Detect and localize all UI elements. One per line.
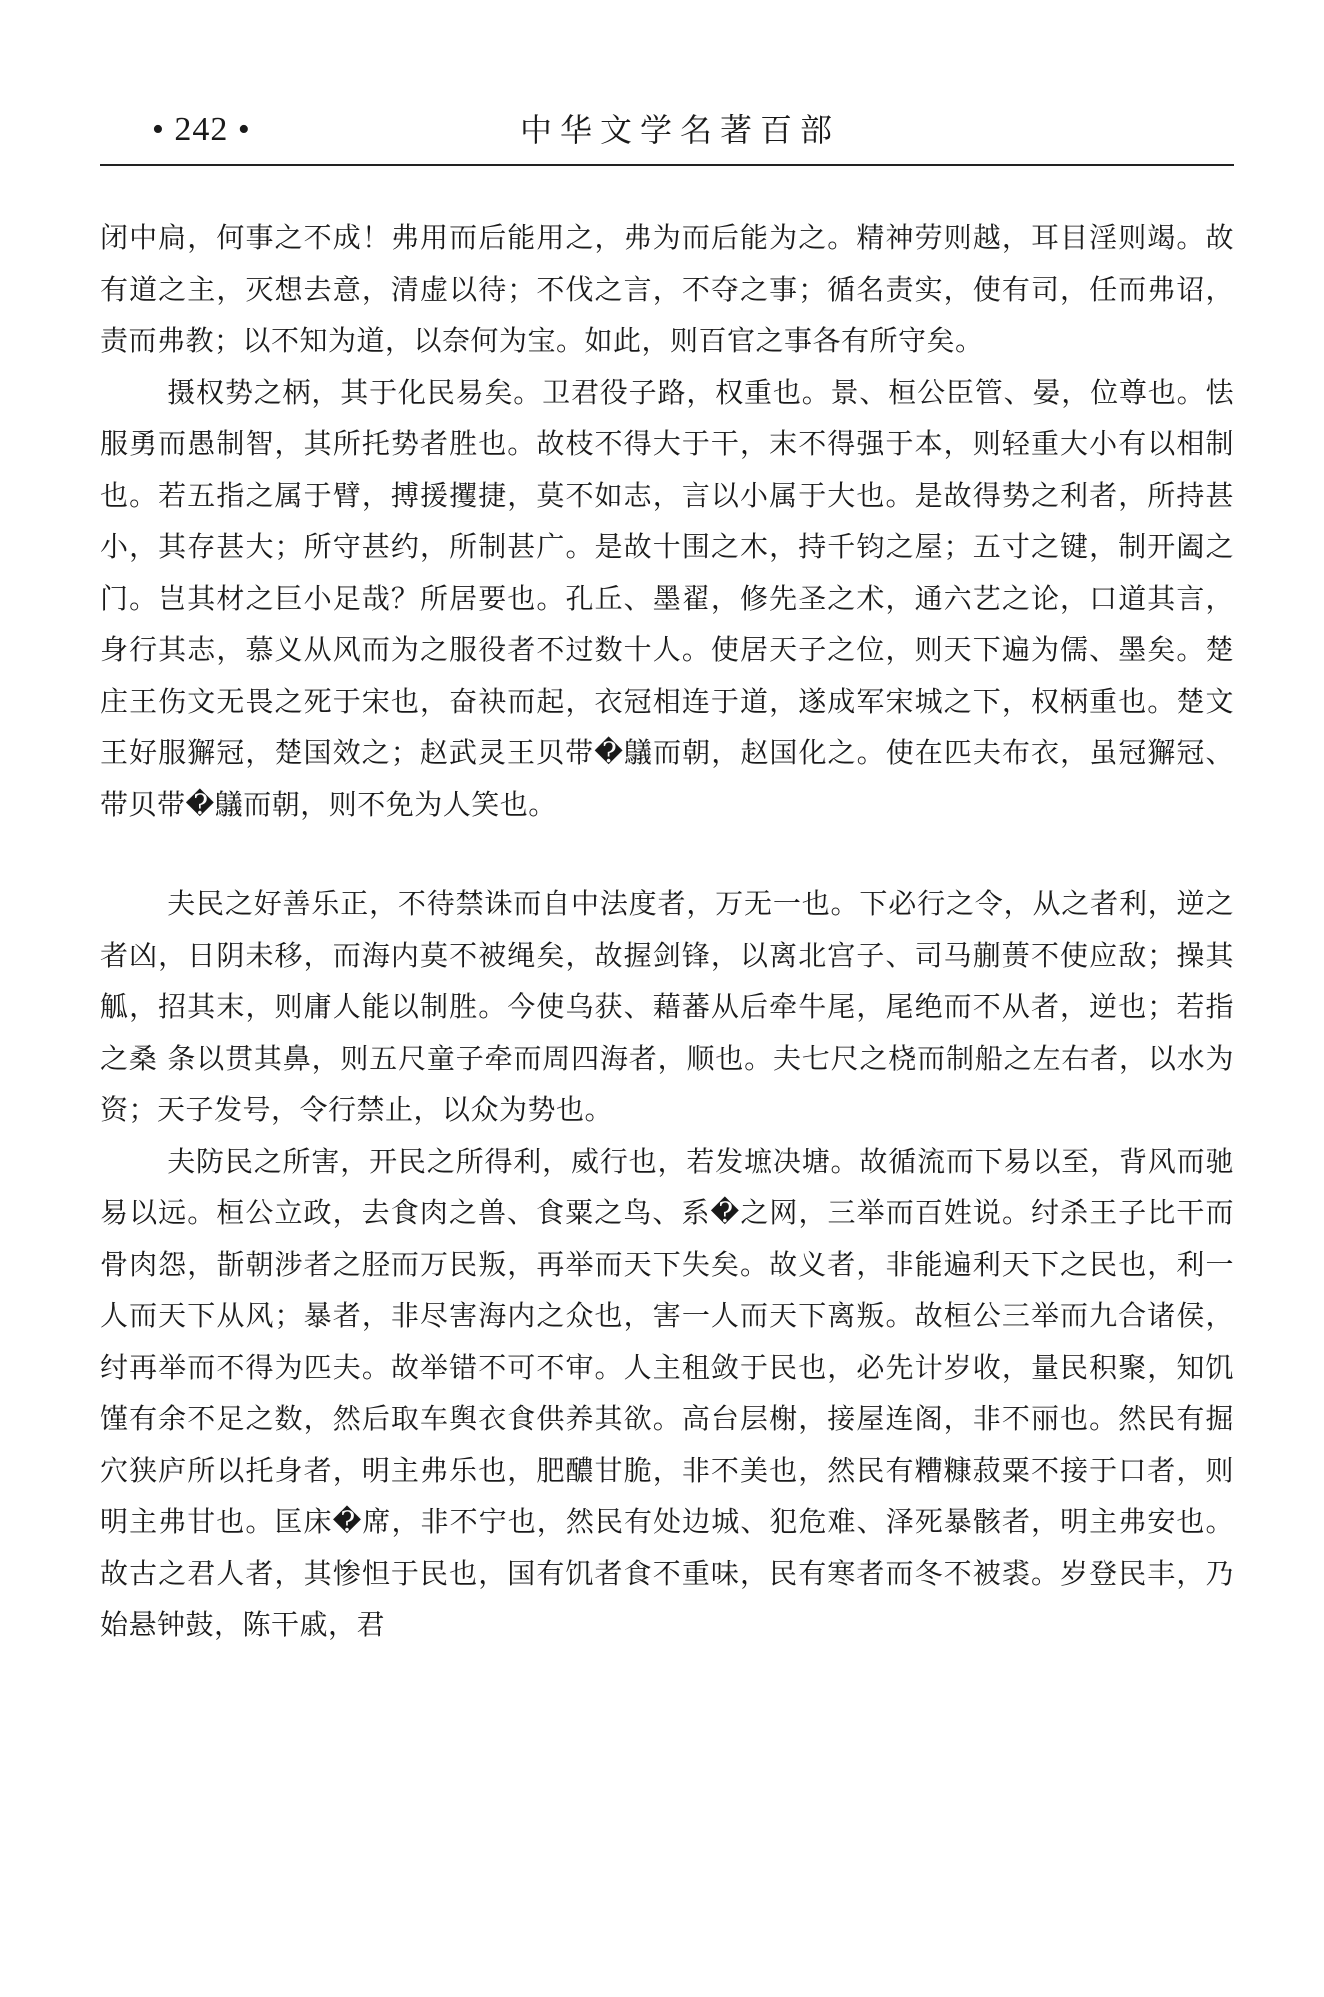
body-text [100, 212, 1234, 1651]
page-number: • 242 • [152, 111, 251, 148]
paragraph-4: 夫防民之所害，开民之所得利，威行也，若发墌决塘。故循流而下易以至，背风而驰易以远。桓公立政，去食肉之兽、食粟之鸟、系�之网，三举而百姓说。纣杀王子比干而骨肉怨，斮朝涉者之胫而万民叛，再举而天下失矣。故义者，非能遍利天下之民也，利一人而天下从风；暴者，非尽害海内之众也，害一人而天下离叛。故桓公三举而九合诸侯，纣再举而不得为匹夫。故举错不可不审。人主租敛于民也，必先计岁收，量民积聚，知饥馑有余不足之数，然后取车舆衣食供养其欲。高台层榭，接屋连阁，非不丽也。然民有掘穴狭庐所以托身者，明主弗乐也，肥醲甘脆，非不美也，然民有糟糠菽粟不接于口者，则明主弗甘也。匡床�席，非不宁也，然民有处边城、犯危难、泽死暴骸者，明主弗安也。故古之君人者，其惨怛于民也，国有饥者食不重味，民有寒者而冬不被裘。岁登民丰，乃始悬钟鼓，陈干戚，君 [100, 1144, 1234, 1641]
running-title: 中华文学名著百部 [520, 111, 841, 149]
paragraph-2: 摄权势之柄，其于化民易矣。卫君役子路，权重也。景、桓公臣管、晏，位尊也。怯服勇而愚制智，其所托势者胜也。故枝不得大于干，末不得强于本，则轻重大小有以相制也。若五指之属于臂，搏援攫捷，莫不如志，言以小属于大也。是故得势之利者，所持甚小，其存甚大；所守甚约，所制甚广。是故十围之木，持千钧之屋；五寸之键，制开阖之门。岂其材之巨小足哉？所居要也。孔丘、墨翟，修先圣之术，通六艺之论，口道其言，身行其志，慕义从风而为之服役者不过数十人。使居天子之位，则天下遍为儒、墨矣。楚庄王伤文无畏之死于宋也，奋袂而起，衣冠相连于道，遂成军宋城之下，权柄重也。楚文王好服獬冠，楚国效之；赵武灵王贝带�鸃而朝，赵国化之。使在匹夫布衣，虽冠獬冠、带贝带�鸃而朝，则不免为人笑也。 [100, 375, 1234, 821]
paragraph-3: 夫民之好善乐正，不待禁诛而自中法度者，万无一也。下必行之令，从之者利，逆之者凶，日阴未移，而海内莫不被绳矣，故握剑锋，以离北宫子、司马蒯蒉不使应敌；操其觚，招其末，则庸人能以制胜。今使乌获、藉蕃从后牵牛尾，尾绝而不从者，逆也；若指之桑 条以贯其鼻，则五尺童子牵而周四海者，顺也。夫七尺之桡而制船之左右者，以水为资；天子发号，令行禁止，以众为势也。 [100, 887, 1234, 1126]
paragraph-1: 闭中扃，何事之不成！弗用而后能用之，弗为而后能为之。精神劳则越，耳目淫则竭。故有道之主，灭想去意，清虚以待；不伐之言，不夺之事；循名责实，使有司，任而弗诏，责而弗教；以不知为道，以奈何为宝。如此，则百官之事各有所守矣。 [100, 221, 1234, 357]
page-header [100, 108, 1234, 166]
